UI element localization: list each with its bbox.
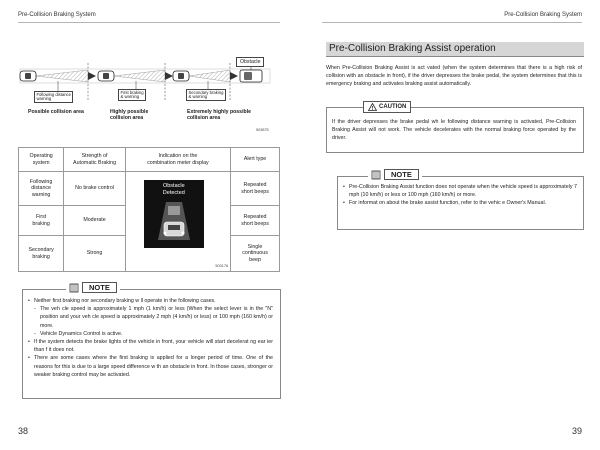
list-item: • For informat on about the brake assist function, refer to the vehic e Owner's Manual. [343,199,577,207]
table-header-alert: Alert type [231,148,280,172]
note-sub-list [34,305,273,338]
note-title: NOTE [82,282,117,293]
figure-code: 503875 [256,128,269,132]
header-rule-left [18,22,280,23]
secondary-braking-tag: Secondary braking & warning [186,89,226,101]
collision-area-diagram [18,55,280,135]
system-cell: Following distance warning [19,172,64,206]
strength-cell: No brake control [64,172,126,206]
warning-triangle-icon [368,103,377,111]
alert-cell: Single continuous beep [231,236,280,272]
note-list-right [343,183,577,208]
header-rule-right [322,22,582,23]
page-number-left: 38 [18,426,29,436]
car-icon [20,71,36,81]
note-icon [371,170,381,180]
meter-warning-text: Obstacle Detected [162,183,185,196]
meter-figure-code: 503176 [215,264,229,269]
caution-text: If the driver depresses the brake pedal wh le following distance warning is activated, Pre-Collision Braking Assist will not work. The vehicle decelerates with the normal braking force operated by the driver. [332,119,576,142]
note-icon [69,283,79,293]
caution-title: CAUTION [379,104,407,110]
table-header-indication: Indication on the combination meter display [125,148,230,172]
list-item: • There are some cases where the first braking is applied for a longer period of time. One of the reasons for this is due to a large speed difference w th an obstacle in front. In those cases, stronger or weaker braking control may be activated. [28,354,273,379]
meter-car-icon [144,180,204,248]
svg-text:!: ! [371,105,374,111]
first-braking-tag: First braking & warning [118,89,146,101]
strength-cell: Moderate [64,206,126,236]
combination-meter-display [144,180,204,248]
list-item [28,297,273,338]
obstacle-car-icon [240,70,262,82]
table-row [19,172,280,206]
note-header-right [368,169,422,180]
note-title: NOTE [384,169,419,180]
note-list-left [28,297,273,379]
operating-system-table [18,147,280,272]
zone-label-highly: Highly possible collision area [110,109,149,121]
table-header-strength: Strength of Automatic Braking [64,148,126,172]
list-item: - The veh cle speed is approximately 1 mph (1 km/h) or less (When the select lever is in the "N" position and your veh cle speed is approximately 2 mph (4 km/h) or less) or 100 mph (160 km/h) or more. [34,305,273,330]
car-icon [173,71,189,81]
running-head-left: Pre-Collision Braking System [18,12,96,18]
meter-display-cell [125,172,230,272]
running-head-right: Pre-Collision Braking System [504,12,582,18]
car-icon [98,71,114,81]
caution-header [363,101,411,113]
alert-cell: Repeated short beeps [231,172,280,206]
zone-label-possible: Possible collision area [28,109,84,115]
system-cell: Secondary braking [19,236,64,272]
list-item: - Vehicle Dynamics Control is active. [34,330,273,338]
note-item-text: Neither first braking nor secondary braking w ll operate in the following cases. [34,298,216,304]
system-cell: First braking [19,206,64,236]
list-item: • Pre-Collision Braking Assist function does not operate when the vehicle speed is approximately 7 mph (10 km/h) or less or 100 mph (160 km/h) or more. [343,183,577,199]
section-title: Pre-Collision Braking Assist operation [326,42,584,57]
body-paragraph: When Pre-Collision Braking Assist is act vated (when the system determines that there is a high risk of collision with an obstacle in front), if the driver depresses the brake pedal, the system determines that this is emergency braking and activates braking assist automatically. [326,65,582,88]
table-header-system: Operating system [19,148,64,172]
obstacle-label: Obstacle [236,57,264,67]
list-item: • If the system detects the brake lights of the vehicle in front, your vehicle will start decelerat ng ear ier than f it does not. [28,338,273,354]
zone-label-extremely: Extremely highly possible collision area [187,109,252,121]
strength-cell: Strong [64,236,126,272]
note-header-left [66,282,120,293]
following-distance-tag: Following distance warning [34,91,73,103]
alert-cell: Repeated short beeps [231,206,280,236]
page-number-right: 39 [571,426,582,436]
